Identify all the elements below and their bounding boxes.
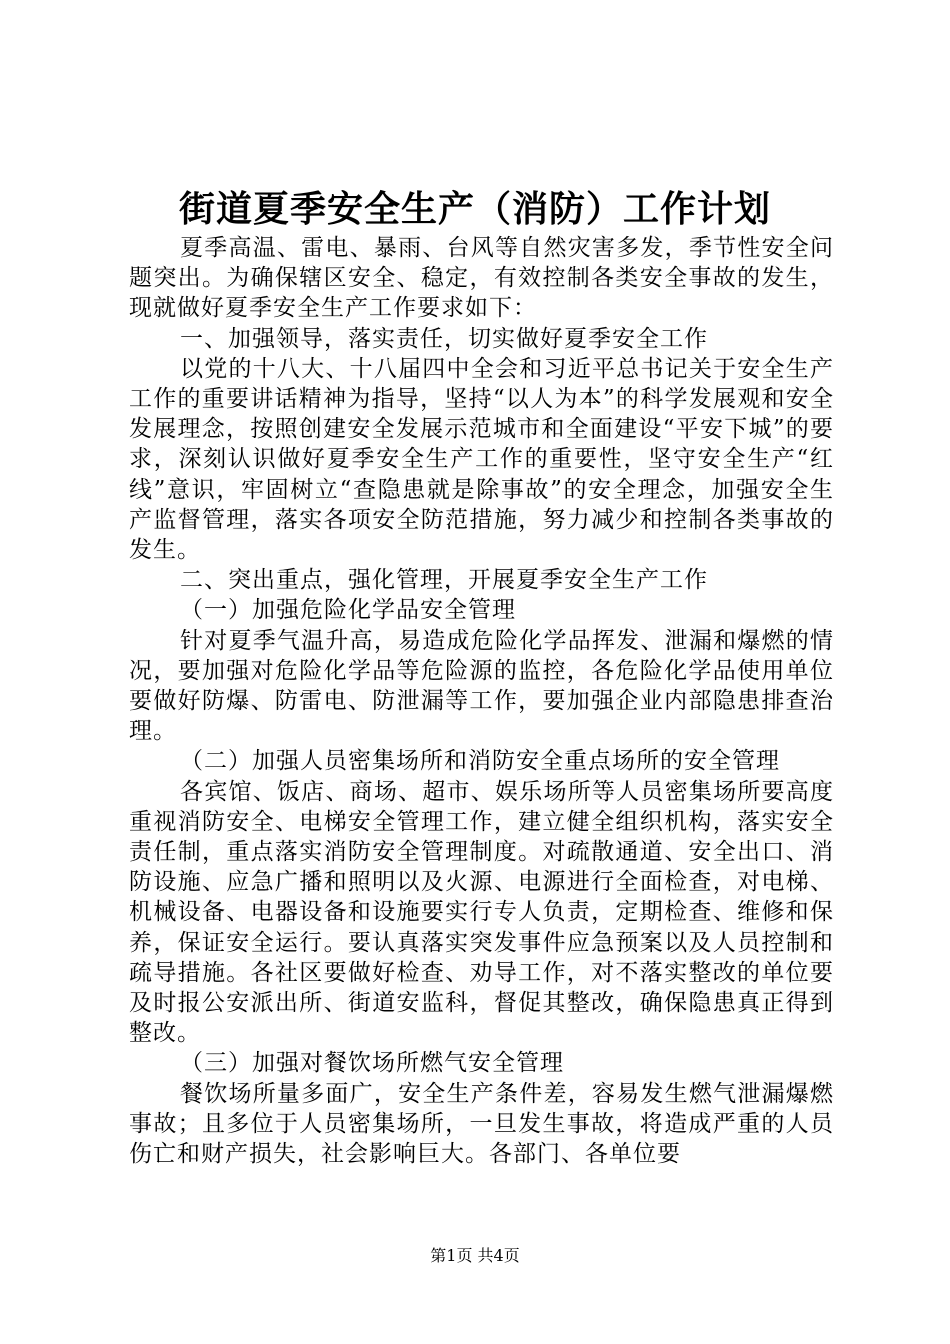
- document-title: 街道夏季安全生产（消防）工作计划: [178, 188, 771, 230]
- section-heading-2: 二、突出重点，强化管理，开展夏季安全生产工作: [180, 567, 708, 594]
- section-heading-1: 一、加强领导，落实责任，切实做好夏季安全工作: [180, 325, 708, 352]
- intro-paragraph: 夏季高温、雷电、暴雨、台风等自然灾害多发，季节性安全问题突出。为确保辖区安全、稳定，有效控制各类安全事故的发生，现就做好夏季安全生产工作要求如下：: [129, 235, 834, 322]
- document-body: [129, 233, 834, 1169]
- subsection-1-paragraph: 针对夏季气温升高，易造成危险化学品挥发、泄漏和爆燃的情况，要加强对危险化学品等危险源的监控，各危险化学品使用单位要做好防爆、防雷电、防泄漏等工作，要加强企业内部隐患排查治理。: [129, 627, 834, 745]
- subsection-heading-1: （一）加强危险化学品安全管理: [180, 597, 516, 624]
- page-number-footer: 第1页 共4页: [430, 1246, 520, 1265]
- subsection-2-paragraph: 各宾馆、饭店、商场、超市、娱乐场所等人员密集场所要高度重视消防安全、电梯安全管理工作，建立健全组织机构，落实安全责任制，重点落实消防安全管理制度。对疏散通道、安全出口、消防设施、应急广播和照明以及火源、电源进行全面检查，对电梯、机械设备、电器设备和设施要实行专人负责，定期检查、维修和保养，保证安全运行。要认真落实突发事件应急预案以及人员控制和疏导措施。各社区要做好检查、劝导工作，对不落实整改的单位要及时报公安派出所、街道安监科，督促其整改，确保隐患真正得到整改。: [129, 778, 834, 1047]
- subsection-heading-3: （三）加强对餐饮场所燃气安全管理: [180, 1050, 564, 1077]
- subsection-3-paragraph: 餐饮场所量多面广，安全生产条件差，容易发生燃气泄漏爆燃事故；且多位于人员密集场所，一旦发生事故，将造成严重的人员伤亡和财产损失，社会影响巨大。各部门、各单位要: [129, 1080, 834, 1168]
- subsection-heading-2: （二）加强人员密集场所和消防安全重点场所的安全管理: [180, 748, 780, 775]
- section-1-paragraph: 以党的十八大、十八届四中全会和习近平总书记关于安全生产工作的重要讲话精神为指导，坚持“以人为本”的科学发展观和安全发展理念，按照创建安全发展示范城市和全面建设“平安下城”的要求，深刻认识做好夏季安全生产工作的重要性，坚守安全生产“红线”意识，牢固树立“查隐患就是除事故”的安全理念，加强安全生产监督管理，落实各项安全防范措施，努力减少和控制各类事故的发生。: [129, 355, 834, 564]
